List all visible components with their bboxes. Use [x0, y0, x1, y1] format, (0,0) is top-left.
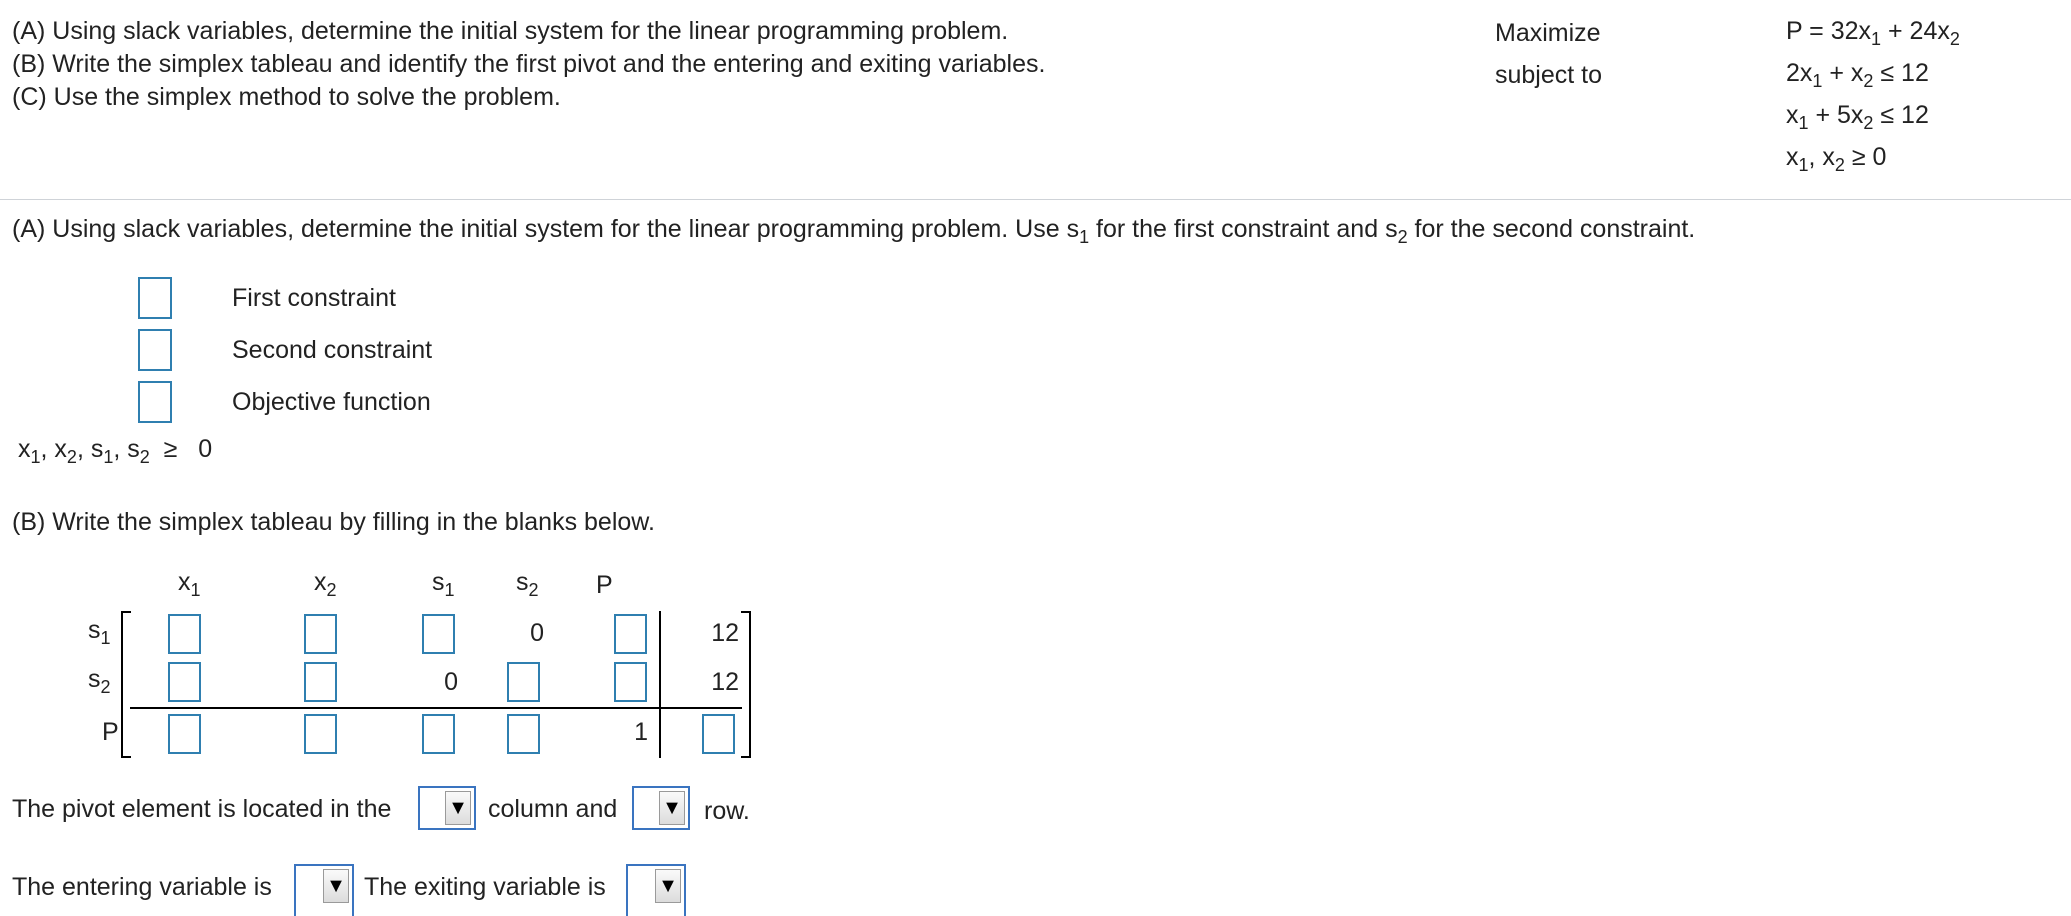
tableau-s2-x1[interactable]: [168, 662, 201, 702]
task-b: (B) Write the simplex tableau and identify the first pivot and the entering and exiting variables.: [12, 50, 1046, 78]
entering-variable-dropdown[interactable]: [294, 864, 354, 916]
col-header-p: P: [596, 571, 613, 599]
subject-to-label: subject to: [1495, 61, 1603, 89]
tableau-s1-rhs: 12: [711, 619, 739, 647]
part-b-instruction: (B) Write the simplex tableau by filling in the blanks below.: [12, 508, 655, 536]
divider: [0, 199, 2071, 200]
right-bracket: [749, 611, 751, 758]
row-label-s1: $s_1$: [88, 616, 111, 648]
tableau-s2-p[interactable]: [614, 662, 647, 702]
second-constraint-label: Second constraint: [232, 336, 433, 364]
tableau-s1-p[interactable]: [614, 614, 647, 654]
tableau-s2-x2[interactable]: [304, 662, 337, 702]
part-a-instruction: (A) Using slack variables, determine the initial system for the linear programming problem. Use $s_1$ for the first constraint and $s_2$ for the second constraint.: [12, 215, 1696, 247]
first-constraint-label: First constraint: [232, 284, 396, 312]
tableau-s1-x1[interactable]: [168, 614, 201, 654]
tableau-p-x2[interactable]: [304, 714, 337, 754]
constraint-2-expression: $x_1 + 5x_2 \le 12$: [1786, 101, 1929, 133]
constraint-1-expression: $2x_1 + x_2 \le 12$: [1786, 59, 1929, 91]
exiting-variable-dropdown[interactable]: [626, 864, 686, 916]
exiting-variable-label: The exiting variable is: [364, 873, 606, 901]
tableau-s1-s1[interactable]: [422, 614, 455, 654]
tableau-s2-s2[interactable]: [507, 662, 540, 702]
col-header-s2: $s_2$: [516, 568, 539, 600]
chevron-down-icon: ▼: [323, 869, 349, 903]
pivot-text-end: row.: [704, 797, 750, 825]
tableau-p-rhs[interactable]: [702, 714, 735, 754]
task-c: (C) Use the simplex method to solve the problem.: [12, 83, 561, 111]
objective-row-separator: [130, 707, 742, 709]
pivot-row-dropdown[interactable]: [632, 786, 690, 830]
entering-variable-label: The entering variable is: [12, 873, 272, 901]
objective-function-label: Objective function: [232, 388, 431, 416]
pivot-column-dropdown[interactable]: [418, 786, 476, 830]
left-bracket: [121, 611, 123, 758]
row-label-p: P: [102, 718, 119, 746]
pivot-text-mid: column and: [488, 795, 618, 823]
tableau-p-x1[interactable]: [168, 714, 201, 754]
chevron-down-icon: ▼: [655, 869, 681, 903]
second-constraint-input[interactable]: [138, 329, 172, 371]
tableau-s2-rhs: 12: [711, 668, 739, 696]
tableau-p-s2[interactable]: [507, 714, 540, 754]
col-header-x2: $x_2$: [314, 568, 337, 600]
col-header-x1: $x_1$: [178, 568, 201, 600]
task-a: (A) Using slack variables, determine the initial system for the linear programming problem.: [12, 17, 1009, 45]
rhs-separator: [659, 611, 661, 758]
tableau-s1-s2: 0: [530, 619, 544, 647]
objective-function-input[interactable]: [138, 381, 172, 423]
objective-expression: $P = 32x_1 + 24x_2$: [1786, 17, 1960, 49]
tableau-p-s1[interactable]: [422, 714, 455, 754]
chevron-down-icon: ▼: [445, 791, 471, 825]
tableau-p-p: 1: [634, 718, 648, 746]
col-header-s1: $s_1$: [432, 568, 455, 600]
row-label-s2: $s_2$: [88, 665, 111, 697]
tableau-s1-x2[interactable]: [304, 614, 337, 654]
nonnegativity-condition: $x_1$, $x_2$, $s_1$, $s_2 \ge 0$: [18, 435, 213, 467]
tableau-s2-s1: 0: [444, 668, 458, 696]
pivot-text-start: The pivot element is located in the: [12, 795, 392, 823]
first-constraint-input[interactable]: [138, 277, 172, 319]
chevron-down-icon: ▼: [659, 791, 685, 825]
maximize-label: Maximize: [1495, 19, 1601, 47]
nonnegativity-expression: $x_1$, $x_2 \ge 0$: [1786, 143, 1887, 175]
